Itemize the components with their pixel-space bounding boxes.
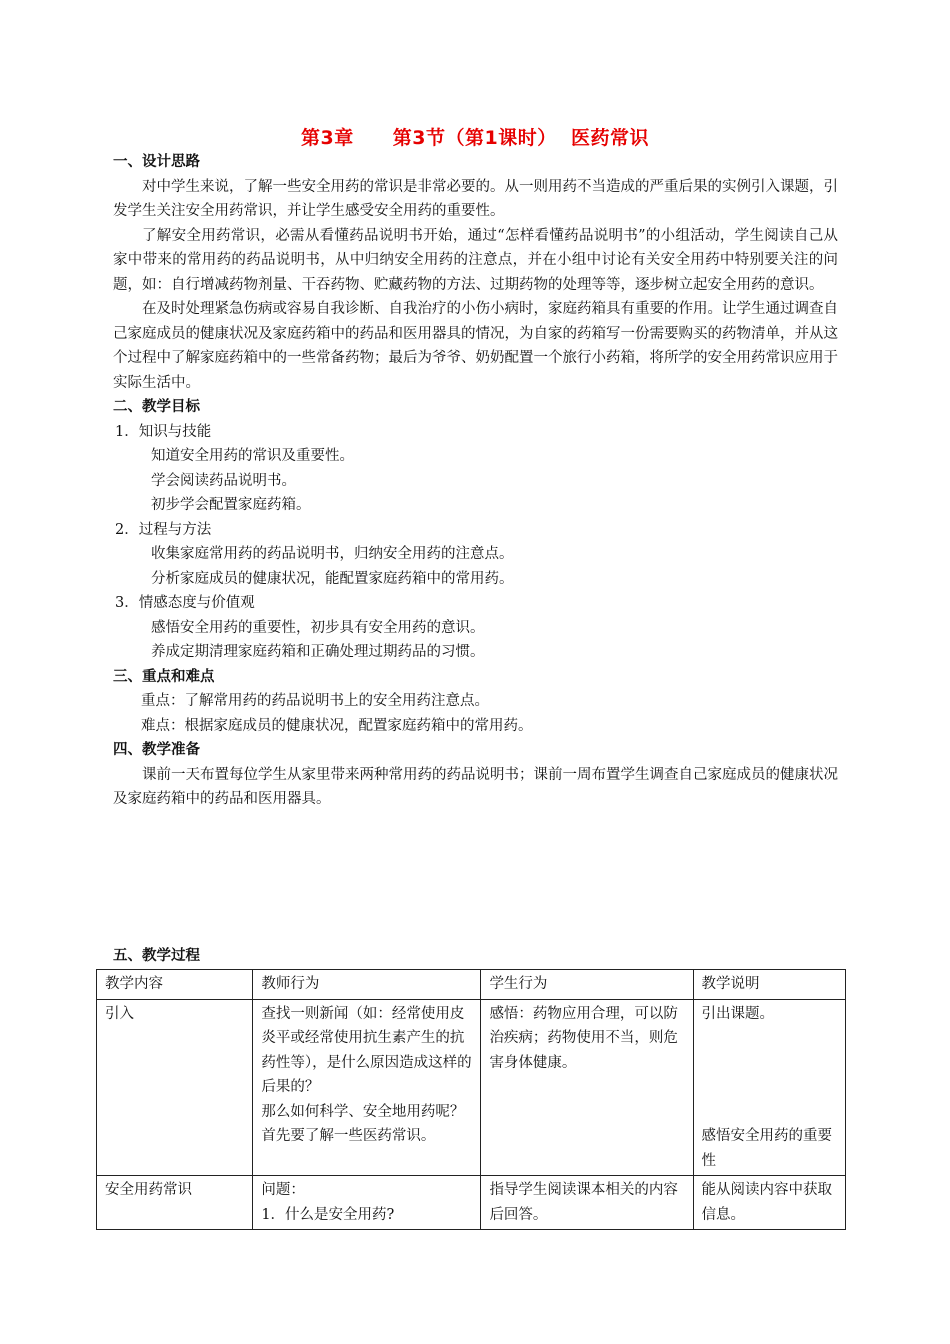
paragraph: 了解安全用药常识，必需从看懂药品说明书开始，通过“怎样看懂药品说明书”的小组活动，学生阅读自己从家中带来的常用药的药品说明书，从中归纳安全用药的注意点，并在小组中讨论有关安全用药中特别要关注的问题，如：自行增减药物剂量、干吞药物、贮藏药物的方法、过期药物的处理等等，逐步树立起安全用药的意识。	[113, 227, 838, 293]
teaching-process-table	[96, 969, 846, 1230]
goal-item: 收集家庭常用药的药品说明书，归纳安全用药的注意点。	[151, 546, 514, 562]
table-row	[97, 1176, 846, 1230]
cell-text: 那么如何科学、安全地用药呢？首先要了解一些医药常识。	[261, 1103, 465, 1144]
goal-group-label: 2．过程与方法	[115, 521, 212, 538]
table-cell-note: 能从阅读内容中获取信息。	[693, 1176, 845, 1230]
table-cell-teacher	[253, 999, 481, 1176]
goal-group-label: 1．知识与技能	[115, 423, 212, 440]
cell-text: 引出课题。	[701, 1005, 775, 1022]
section-heading-process: 五、教学过程	[113, 948, 200, 964]
table-header-cell: 教师行为	[253, 970, 481, 1000]
document-body	[113, 150, 838, 812]
section-heading-key-points: 三、重点和难点	[113, 668, 215, 685]
goal-item: 分析家庭成员的健康状况，能配置家庭药箱中的常用药。	[151, 570, 514, 587]
goal-item: 感悟安全用药的重要性，初步具有安全用药的意识。	[151, 619, 485, 636]
paragraph: 课前一天布置每位学生从家里带来两种常用药的药品说明书；课前一周布置学生调查自己家庭成员的健康状况及家庭药箱中的药品和医用器具。	[113, 766, 838, 807]
goal-item: 知道安全用药的常识及重要性。	[151, 448, 354, 464]
goal-item: 初步学会配置家庭药箱。	[151, 497, 311, 513]
section-heading-preparation: 四、教学准备	[113, 742, 200, 758]
goal-item: 学会阅读药品说明书。	[151, 472, 296, 489]
key-point: 重点：了解常用药的药品说明书上的安全用药注意点。	[141, 693, 489, 709]
section-heading-design: 一、设计思路	[113, 154, 200, 170]
table-header-cell: 学生行为	[481, 970, 693, 1000]
table-header-cell: 教学内容	[97, 970, 253, 1000]
table-cell-teacher	[253, 1176, 481, 1230]
table-cell-note	[693, 999, 845, 1176]
table-cell-content: 安全用药常识	[97, 1176, 253, 1230]
table-header-row	[97, 970, 846, 1000]
table-cell-student: 指导学生阅读课本相关的内容后回答。	[481, 1176, 693, 1230]
table-cell-content: 引入	[97, 999, 253, 1176]
difficulty-point: 难点：根据家庭成员的健康状况，配置家庭药箱中的常用药。	[141, 717, 533, 734]
cell-text: 查找一则新闻（如：经常使用皮炎平或经常使用抗生素产生的抗药性等），是什么原因造成这样的后果的？	[261, 1005, 472, 1095]
paragraph: 对中学生来说，了解一些安全用药的常识是非常必要的。从一则用药不当造成的严重后果的实例引入课题，引发学生关注安全用药常识，并让学生感受安全用药的重要性。	[113, 178, 838, 219]
page-title: 第3章 第3节（第1课时） 医药常识	[301, 127, 649, 149]
section-heading-goals: 二、教学目标	[113, 399, 200, 415]
table-row	[97, 999, 846, 1176]
table-header-cell: 教学说明	[693, 970, 845, 1000]
cell-spacer	[702, 1026, 837, 1124]
cell-text: 1．什么是安全用药?	[261, 1206, 395, 1223]
cell-text: 问题：	[261, 1182, 305, 1198]
goal-group-label: 3．情感态度与价值观	[115, 595, 255, 611]
paragraph: 在及时处理紧急伤病或容易自我诊断、自我治疗的小伤小病时，家庭药箱具有重要的作用。让学生通过调查自己家庭成员的健康状况及家庭药箱中的药品和医用器具的情况，为自家的药箱写一份需要购买的药物清单，并从这个过程中了解家庭药箱中的一些常备药物；最后为爷爷、奶奶配置一个旅行小药箱，将所学的安全用药常识应用于实际生活中。	[113, 301, 838, 391]
goal-item: 养成定期清理家庭药箱和正确处理过期药品的习惯。	[151, 644, 485, 660]
cell-text: 感悟安全用药的重要性	[701, 1128, 833, 1169]
table-cell-student: 感悟：药物应用合理，可以防治疾病；药物使用不当，则危害身体健康。	[481, 999, 693, 1176]
